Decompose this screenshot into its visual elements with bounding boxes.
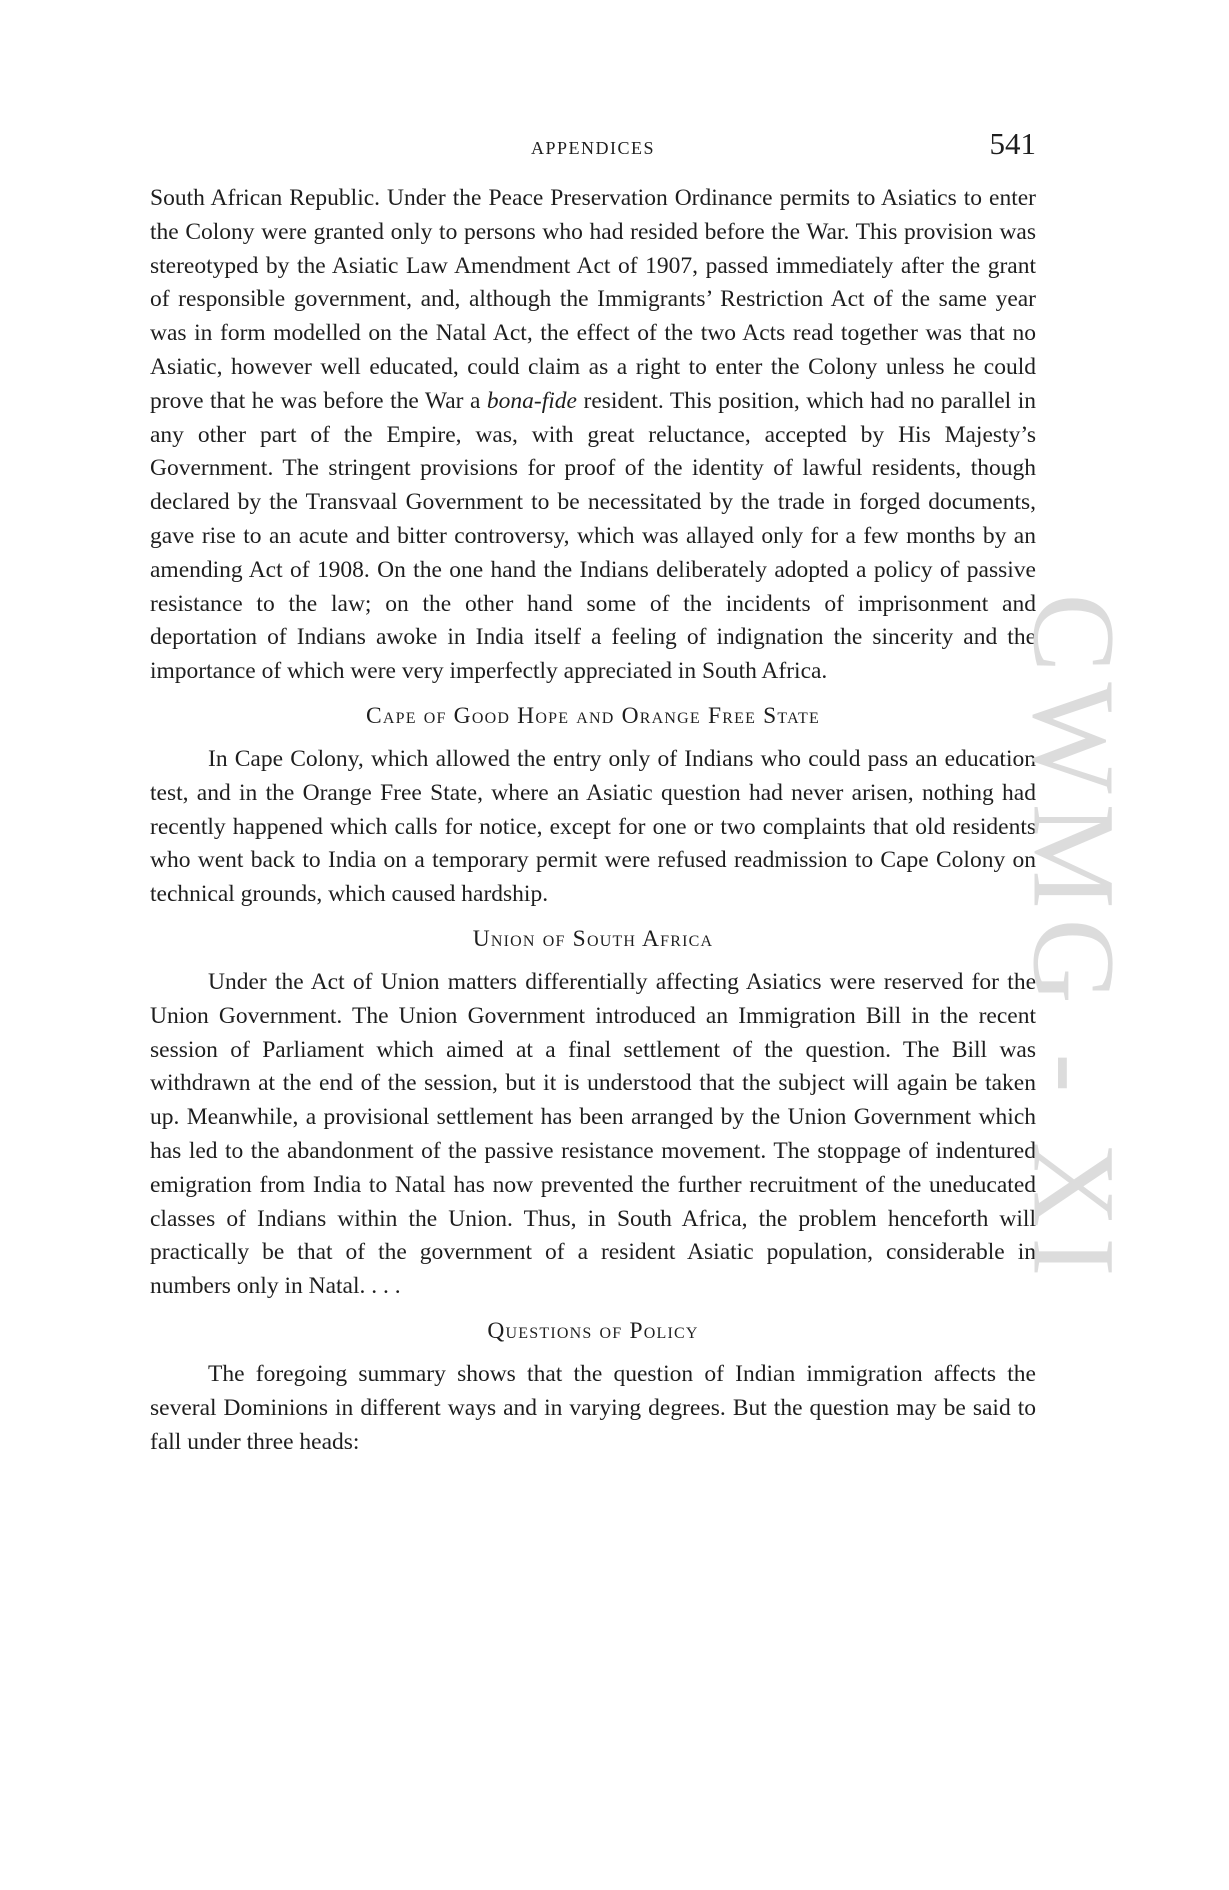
section-heading-cape: Cape of Good Hope and Orange Free State bbox=[365, 702, 821, 729]
paragraph-policy: The foregoing summary shows that the question of Indian immigration affects the several Dominions in different ways and in varying degrees. But the question may be said to fall under three heads: bbox=[150, 1360, 1036, 1455]
page-header bbox=[150, 126, 1036, 166]
paragraph-cape: In Cape Colony, which allowed the entry only of Indians who could pass an education test, and in the Orange Free State, where an Asiatic question had never arisen, nothing had recently happened which calls for notice, except for one or two complaints that old residents who went back to India on a temporary permit were refused readmission to Cape Colony on technical grounds, which caused hardship. bbox=[150, 745, 1036, 908]
watermark-text: CWMG - XI bbox=[1009, 593, 1140, 1287]
paragraph-union: Under the Act of Union matters differentially affecting Asiatics were reserved for the Union Government. The Union Government introduced an Immigration Bill in the recent session of Parliament which aimed at a final settlement of the question. The Bill was withdrawn at the end of the session, but it is understood that the subject will again be taken up. Meanwhile, a provisional settlement has been arranged by the Union Government which has led to the abandonment of the passive resistance movement. The stoppage of indentured emigration from India to Natal has now prevented the further recruitment of the uneducated classes of Indians within the Union. Thus, in South Africa, the problem henceforth will practically be that of the government of a resident Asiatic population, considerable in numbers only in Natal. . . . bbox=[150, 968, 1036, 1300]
page-body bbox=[150, 182, 1036, 1459]
italic-term: bona-fide bbox=[486, 387, 577, 414]
paragraph-transvaal bbox=[150, 182, 1036, 689]
running-head: APPENDICES bbox=[530, 138, 656, 158]
paragraph-text: South African Republic. Under the Peace Preservation Ordinance permits to Asiatics to enter the Colony were granted only to persons who had resided before the War. This provision was stereotyped by the Asiatic Law Amendment Act of 1907, passed immediately after the grant of responsible government, and, although the Immigrants’ Restriction Act of the same year was in form modelled on the Natal Act, the effect of the two Acts read together was that no Asiatic, however well educated, could claim as a right to enter the Colony unless he could prove that he was before the War a bbox=[150, 185, 1036, 414]
paragraph-text: resident. This position, which had no parallel in any other part of the Empire, was, with great reluctance, accepted by His Majesty’s Government. The stringent provisions for proof of the identity of lawful residents, though declared by the Transvaal Government to be necessitated by the trade in forged documents, gave rise to an acute and bitter controversy, which was allayed only for a few months by an amending Act of 1908. On the one hand the Indians deliberately adopted a policy of passive resistance to the law; on the other hand some of the incidents of imprisonment and deportation of Indians awoke in India itself a feeling of indignation the sincerity and the importance of which were very imperfectly appreciated in South Africa. bbox=[150, 387, 1036, 685]
page-number: 541 bbox=[989, 126, 1036, 161]
section-heading-union: Union of South Africa bbox=[472, 925, 714, 952]
section-heading-policy: Questions of Policy bbox=[487, 1317, 699, 1344]
